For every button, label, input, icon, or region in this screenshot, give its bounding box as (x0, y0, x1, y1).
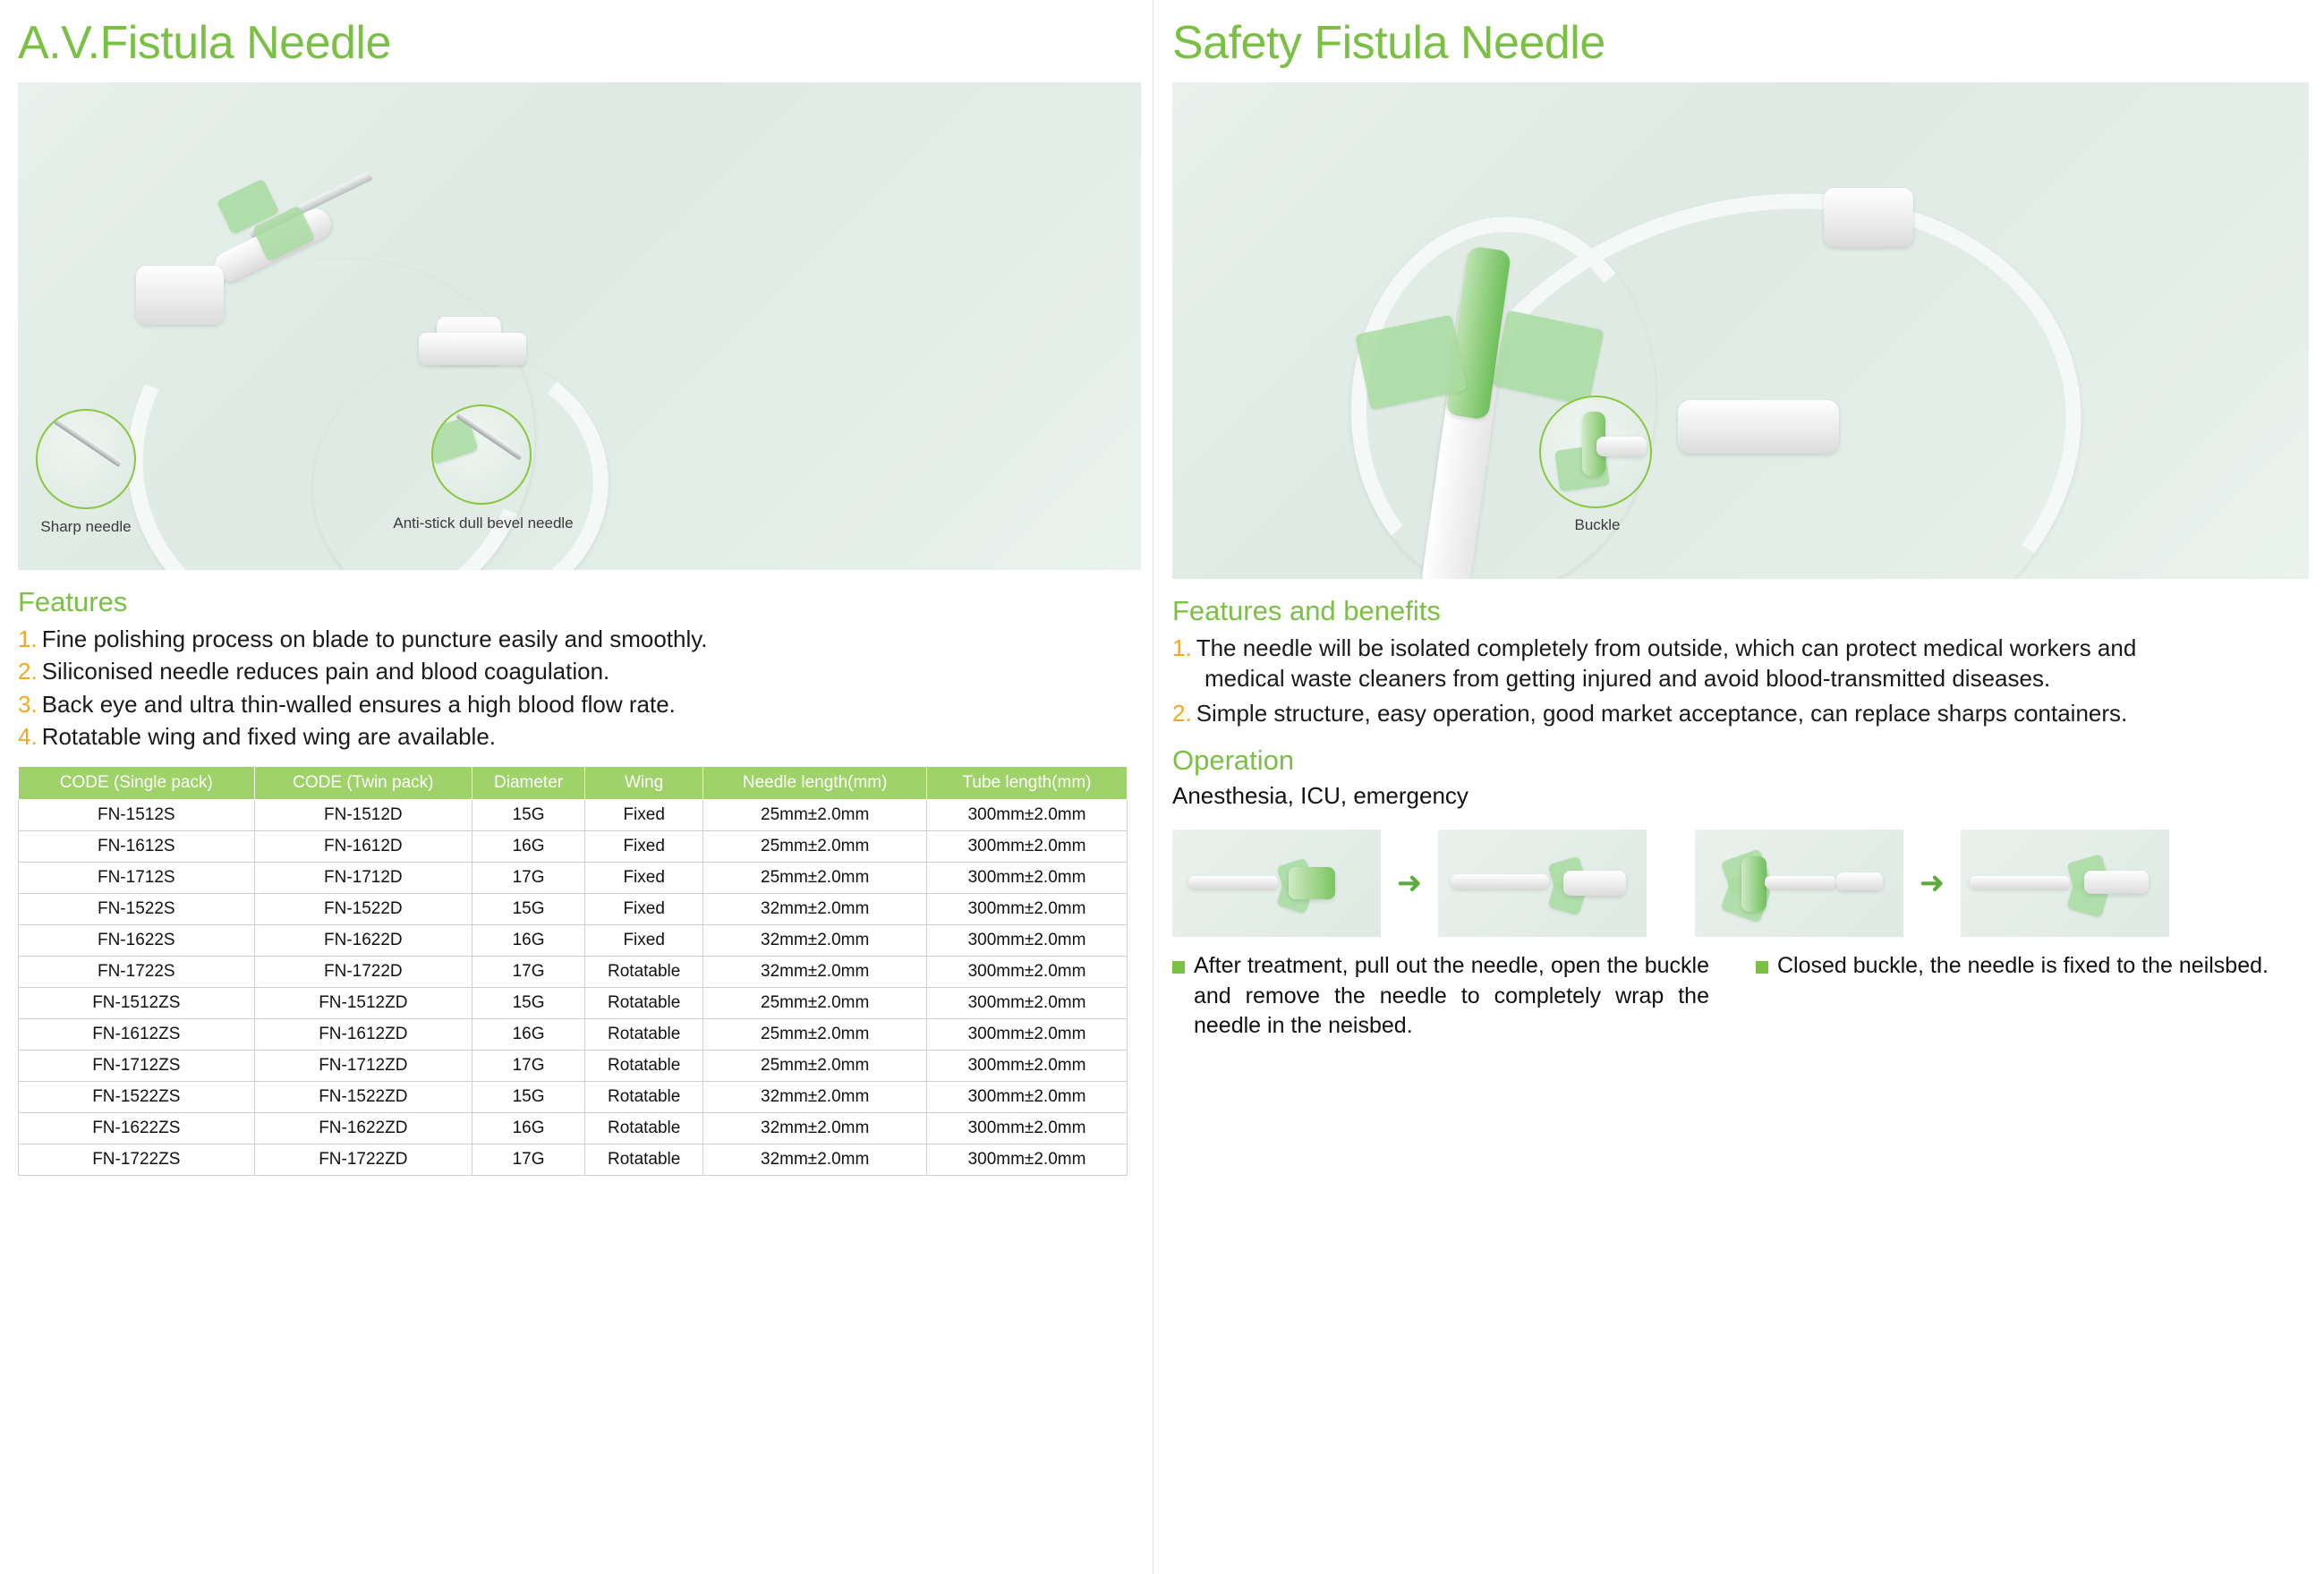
feature-item: 4. Rotatable wing and fixed wing are available. (18, 722, 497, 750)
step1-before-image (1172, 830, 1381, 937)
cell-diameter: 15G (472, 894, 585, 925)
table-row (19, 925, 1128, 957)
cell-code-twin: FN-1522D (254, 894, 472, 925)
cell-code-twin: FN-1612ZD (254, 1019, 472, 1051)
cell-needle-length: 32mm±2.0mm (703, 894, 927, 925)
cell-diameter: 15G (472, 1082, 585, 1113)
table-row (19, 800, 1128, 831)
cell-tube-length: 300mm±2.0mm (927, 1082, 1128, 1113)
cell-code-single: FN-1712S (19, 863, 255, 894)
dull-bevel-caption: Anti-stick dull bevel needle (393, 515, 574, 532)
left-title: A.V.Fistula Needle (18, 17, 391, 69)
cell-code-twin: FN-1722D (254, 957, 472, 988)
cell-diameter: 16G (472, 1113, 585, 1144)
dull-bevel-inset (431, 404, 532, 505)
buckle-inset (1539, 396, 1652, 508)
right-title: Safety Fistula Needle (1172, 17, 1605, 69)
cell-diameter: 17G (472, 1051, 585, 1082)
cell-tube-length: 300mm±2.0mm (927, 988, 1128, 1019)
operation-caption-2 (1756, 951, 2293, 1042)
cell-needle-length: 25mm±2.0mm (703, 1019, 927, 1051)
table-row (19, 1051, 1128, 1082)
cell-needle-length: 32mm±2.0mm (703, 1144, 927, 1176)
operation-group-1 (1172, 830, 1647, 937)
cell-wing: Fixed (585, 800, 703, 831)
table-row (19, 988, 1128, 1019)
cell-wing: Rotatable (585, 1113, 703, 1144)
cell-wing: Rotatable (585, 1019, 703, 1051)
cell-needle-length: 25mm±2.0mm (703, 831, 927, 863)
cell-wing: Rotatable (585, 1051, 703, 1082)
cell-diameter: 16G (472, 1019, 585, 1051)
right-column (1172, 16, 2309, 1042)
th-wing: Wing (585, 767, 703, 800)
features-benefits-heading: Features and benefits (1172, 595, 1441, 626)
feature-item: 1. Fine polishing process on blade to puncture easily and smoothly. (18, 625, 708, 652)
cell-tube-length: 300mm±2.0mm (927, 957, 1128, 988)
cell-diameter: 16G (472, 831, 585, 863)
th-needle-length: Needle length(mm) (703, 767, 927, 800)
th-diameter: Diameter (472, 767, 585, 800)
features-benefits-list (1172, 633, 2309, 728)
step2-before-image (1695, 830, 1903, 937)
cell-wing: Rotatable (585, 1082, 703, 1113)
cell-wing: Fixed (585, 863, 703, 894)
cell-code-single: FN-1512ZS (19, 988, 255, 1019)
cell-tube-length: 300mm±2.0mm (927, 800, 1128, 831)
cell-code-twin: FN-1722ZD (254, 1144, 472, 1176)
cell-code-twin: FN-1522ZD (254, 1082, 472, 1113)
table-row (19, 957, 1128, 988)
bullet-square-icon (1756, 961, 1768, 974)
cell-code-twin: FN-1512D (254, 800, 472, 831)
cell-code-single: FN-1522S (19, 894, 255, 925)
safety-connector-top (1824, 188, 1913, 247)
luer-connector (419, 333, 526, 365)
cell-wing: Rotatable (585, 957, 703, 988)
cell-needle-length: 32mm±2.0mm (703, 957, 927, 988)
cell-code-single: FN-1722S (19, 957, 255, 988)
left-column (18, 16, 1141, 1176)
table-row (19, 863, 1128, 894)
cell-needle-length: 25mm±2.0mm (703, 988, 927, 1019)
cell-wing: Fixed (585, 831, 703, 863)
operation-caption-1 (1172, 951, 1709, 1042)
cell-tube-length: 300mm±2.0mm (927, 1144, 1128, 1176)
safety-luer-connector (1678, 400, 1839, 454)
av-fistula-needle-photo (18, 82, 1141, 570)
specification-table (18, 766, 1128, 1176)
safety-fistula-needle-photo (1172, 82, 2309, 579)
step2-arrow-icon: ➜ (1919, 865, 1945, 900)
cell-needle-length: 25mm±2.0mm (703, 800, 927, 831)
operation-caption-1-text: After treatment, pull out the needle, open the buckle and remove the needle to completely wrap the needle in the neisbed. (1194, 952, 1709, 1039)
table-row (19, 1082, 1128, 1113)
cell-code-single: FN-1522ZS (19, 1082, 255, 1113)
cell-code-single: FN-1512S (19, 800, 255, 831)
features-heading: Features (18, 586, 128, 617)
cell-diameter: 15G (472, 988, 585, 1019)
cell-tube-length: 300mm±2.0mm (927, 863, 1128, 894)
cell-wing: Rotatable (585, 988, 703, 1019)
cell-wing: Fixed (585, 894, 703, 925)
step2-after-image (1961, 830, 2169, 937)
cell-tube-length: 300mm±2.0mm (927, 894, 1128, 925)
cell-tube-length: 300mm±2.0mm (927, 1019, 1128, 1051)
table-header-row (19, 767, 1128, 800)
operation-step-images (1172, 830, 2309, 937)
cell-code-single: FN-1622S (19, 925, 255, 957)
cell-diameter: 17G (472, 1144, 585, 1176)
cell-code-single: FN-1612S (19, 831, 255, 863)
cell-tube-length: 300mm±2.0mm (927, 831, 1128, 863)
feature-item: 3. Back eye and ultra thin-walled ensures a high blood flow rate. (18, 690, 676, 718)
benefit-item: 1. The needle will be isolated completely from outside, which can protect medical workers and medical waste cleaners from getting injured and avoid blood-transmitted diseases. (1172, 634, 2137, 693)
table-row (19, 1019, 1128, 1051)
operation-heading: Operation (1172, 744, 1295, 776)
cell-diameter: 17G (472, 863, 585, 894)
step1-arrow-icon: ➜ (1396, 865, 1423, 900)
cell-needle-length: 25mm±2.0mm (703, 1051, 927, 1082)
th-tube-length: Tube length(mm) (927, 767, 1128, 800)
cell-code-twin: FN-1712ZD (254, 1051, 472, 1082)
cell-needle-length: 25mm±2.0mm (703, 863, 927, 894)
sharp-needle-caption: Sharp needle (40, 518, 132, 535)
sharp-needle-inset (36, 409, 136, 509)
table-row (19, 1113, 1128, 1144)
connector-hub (136, 266, 224, 325)
cell-needle-length: 32mm±2.0mm (703, 1113, 927, 1144)
operation-captions (1172, 951, 2309, 1042)
cell-code-twin: FN-1622D (254, 925, 472, 957)
cell-code-twin: FN-1612D (254, 831, 472, 863)
operation-caption-2-text: Closed buckle, the needle is fixed to the neilsbed. (1777, 952, 2269, 978)
th-code-single: CODE (Single pack) (19, 767, 255, 800)
cell-code-single: FN-1612ZS (19, 1019, 255, 1051)
cell-diameter: 16G (472, 925, 585, 957)
cell-diameter: 15G (472, 800, 585, 831)
features-list (18, 624, 1141, 752)
cell-tube-length: 300mm±2.0mm (927, 1051, 1128, 1082)
cell-tube-length: 300mm±2.0mm (927, 925, 1128, 957)
buckle-caption: Buckle (1574, 516, 1621, 533)
cell-needle-length: 32mm±2.0mm (703, 925, 927, 957)
bullet-square-icon (1172, 961, 1185, 974)
cell-code-single: FN-1712ZS (19, 1051, 255, 1082)
feature-item: 2. Siliconised needle reduces pain and blood coagulation. (18, 658, 610, 685)
cell-code-single: FN-1722ZS (19, 1144, 255, 1176)
cell-code-twin: FN-1512ZD (254, 988, 472, 1019)
step1-after-image (1438, 830, 1647, 937)
cell-diameter: 17G (472, 957, 585, 988)
operation-text: Anesthesia, ICU, emergency (1172, 781, 1468, 809)
cell-code-single: FN-1622ZS (19, 1113, 255, 1144)
table-row (19, 1144, 1128, 1176)
cell-code-twin: FN-1622ZD (254, 1113, 472, 1144)
cell-tube-length: 300mm±2.0mm (927, 1113, 1128, 1144)
table-row (19, 831, 1128, 863)
operation-group-2 (1695, 830, 2169, 937)
benefit-item: 2. Simple structure, easy operation, good market acceptance, can replace sharps containers. (1172, 699, 2128, 727)
th-code-twin: CODE (Twin pack) (254, 767, 472, 800)
cell-code-twin: FN-1712D (254, 863, 472, 894)
cell-wing: Rotatable (585, 1144, 703, 1176)
table-row (19, 894, 1128, 925)
cell-needle-length: 32mm±2.0mm (703, 1082, 927, 1113)
cell-wing: Fixed (585, 925, 703, 957)
